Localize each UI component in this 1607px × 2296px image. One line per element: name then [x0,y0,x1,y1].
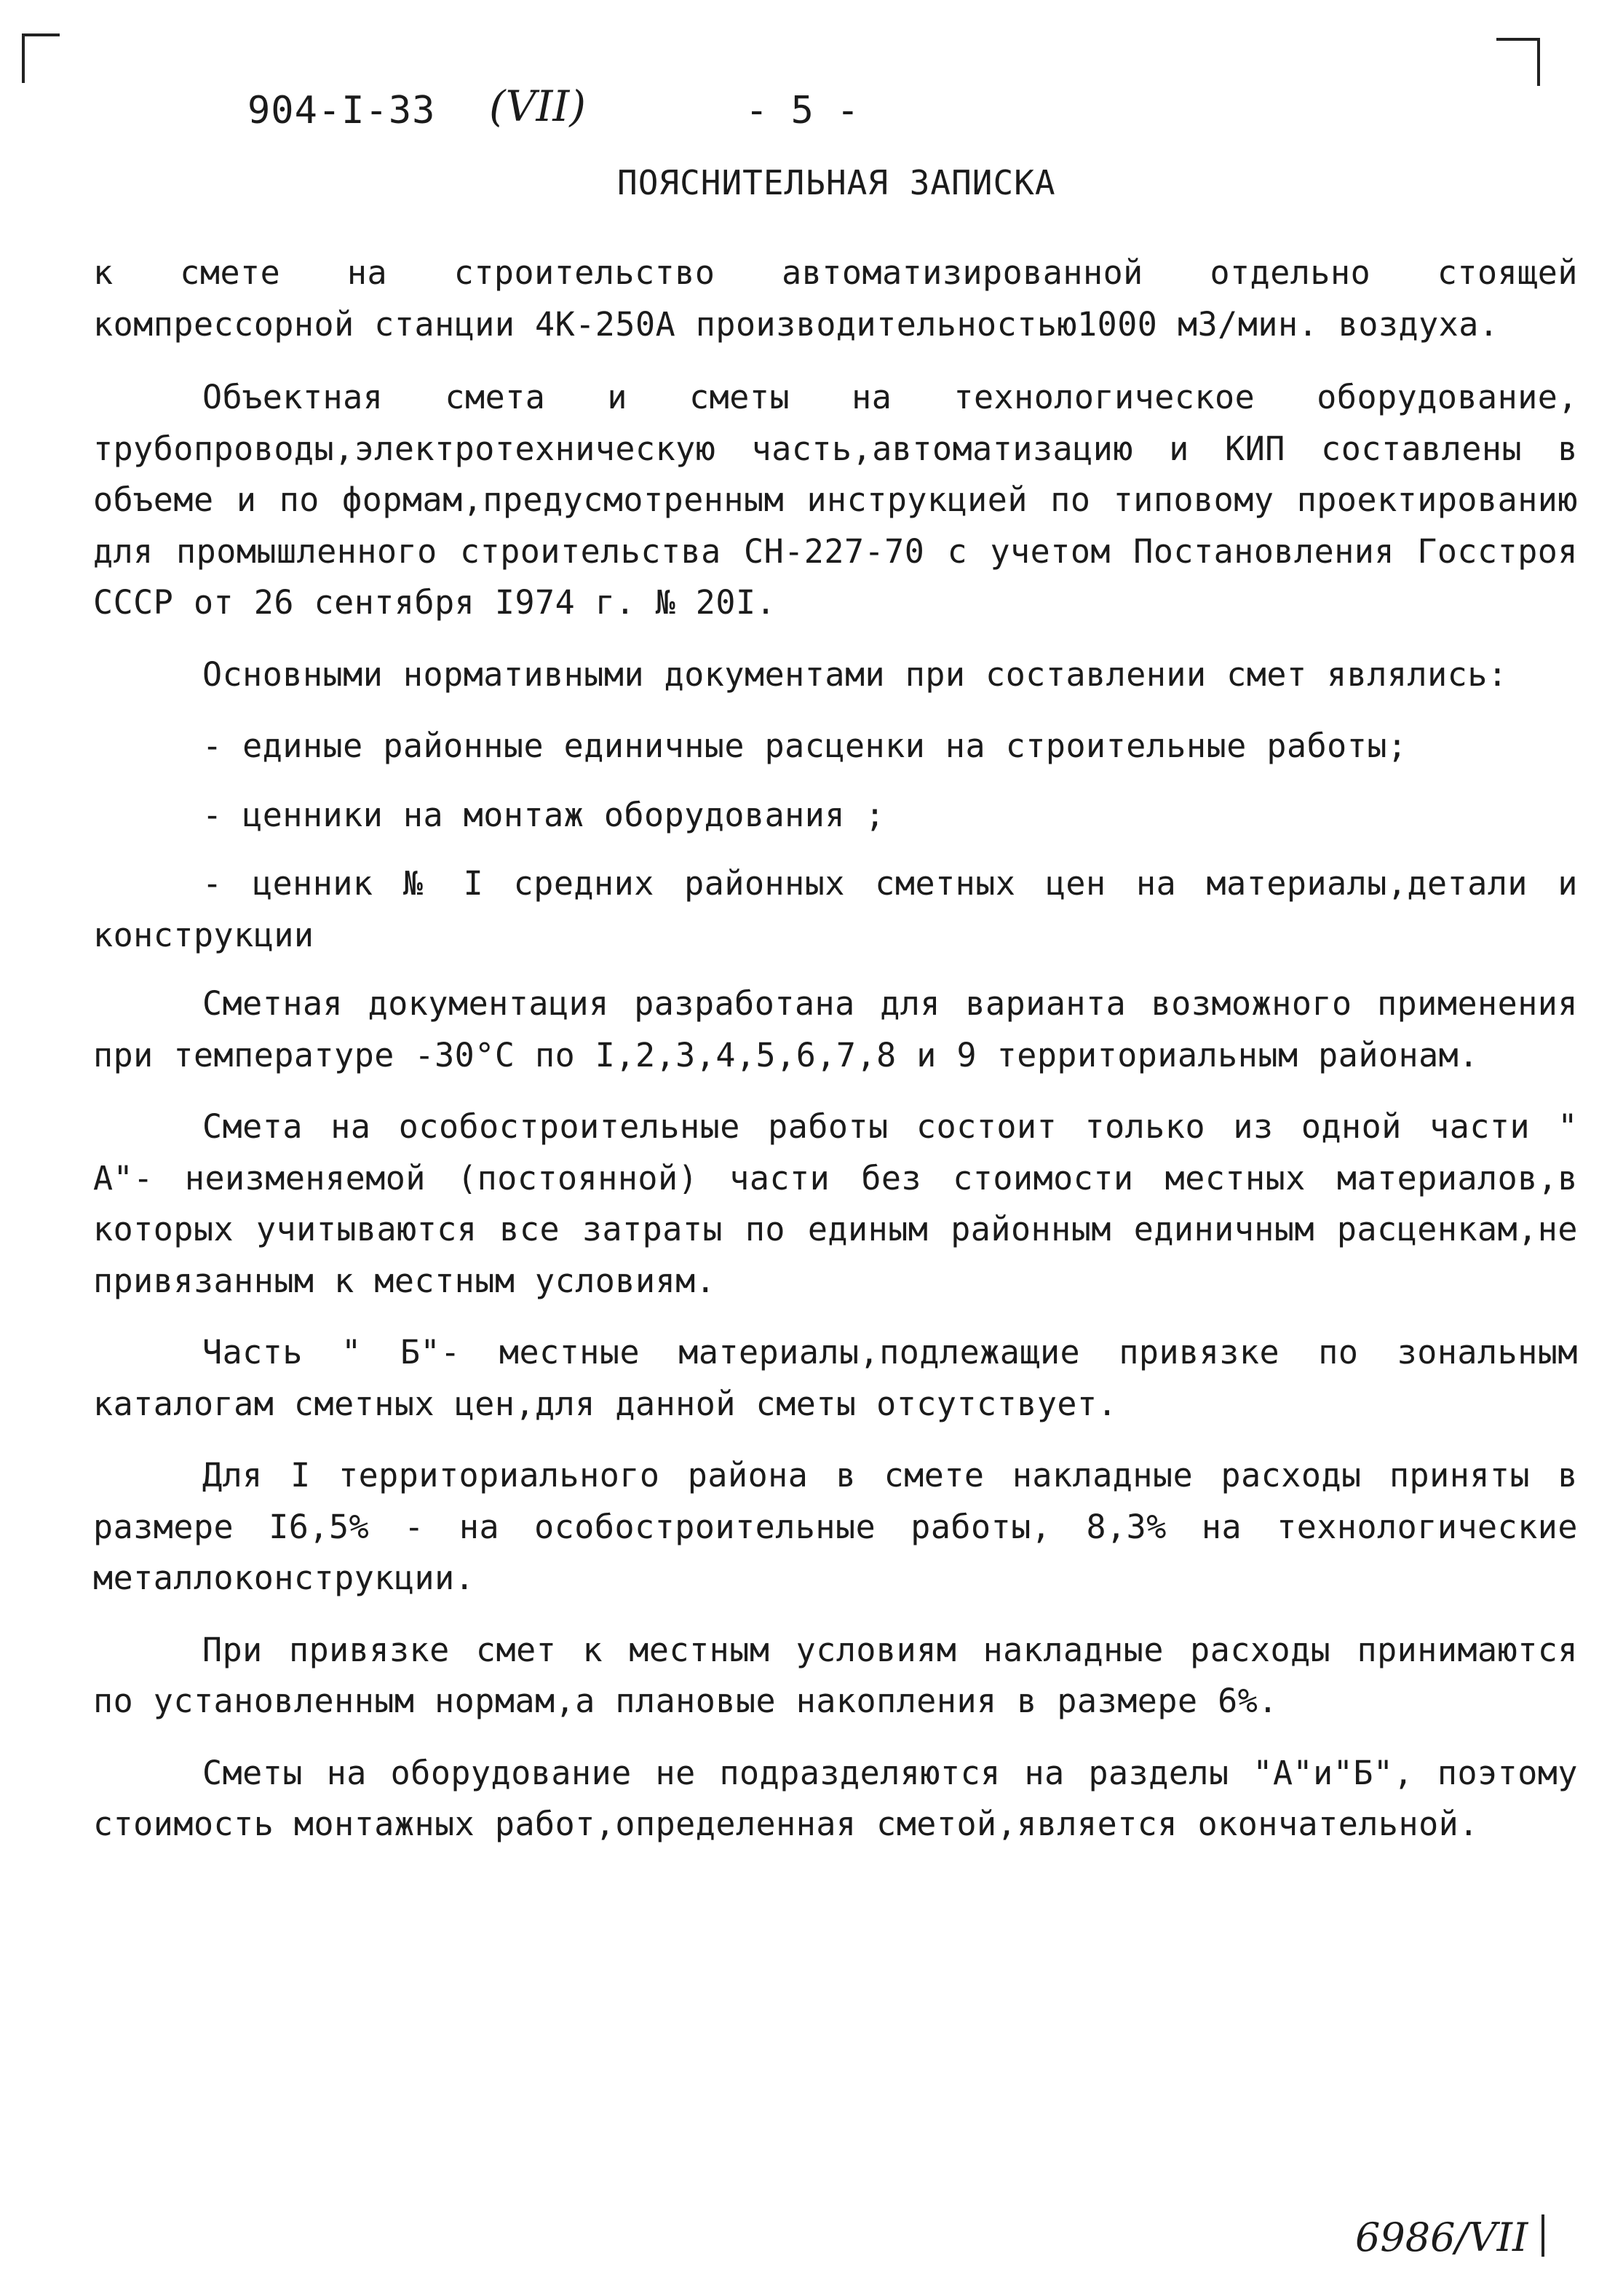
paragraph-overheads: Для I территориального района в смете накладные расходы приняты в размере I6,5% - на особостроительные работы, 8,3% на технологические металлоконструкции. [93,1456,1578,1597]
document-code: 904-I-33 [247,89,436,132]
paragraph-part-b: Часть " Б"- местные материалы,подлежащие привязке по зональным каталогам сметных цен,для данной сметы отсутствует. [93,1333,1578,1423]
corner-mark-top-left [22,33,60,83]
document-body [93,248,1578,1871]
page-number: - 5 - [745,89,860,132]
corner-mark-top-right [1496,38,1540,86]
paragraph-part-a: Смета на особостроительные работы состоит только из одной части " А"- неизменяемой (постоянной) части без стоимости местных материалов,в которых учитываются все затраты по единым районным единичным расценкам,не привязанным к местным условиям. [93,1107,1578,1300]
archive-number: 6986/VII [1355,2214,1528,2260]
paragraph-local-binding: При привязке смет к местным условиям накладные расходы принимаются по установленным нормам,а плановые накопления в размере 6%. [93,1630,1578,1720]
paragraph-object-estimate: Объектная смета и сметы на технологическое оборудование, трубопроводы,электротехническую часть,автоматизацию и КИП составлены в объеме и по формам,предусмотренным инструкцией по типовому проектированию для промышленного строительства СН-227-70 с учетом Постановления Госстроя СССР от 26 сентября I974 г. № 20I. [93,378,1578,622]
page-title: ПОЯСНИТЕЛЬНАЯ ЗАПИСКА [617,163,1056,202]
paragraph-equipment: Сметы на оборудование не подразделяются на разделы "А"и"Б", поэтому стоимость монтажных работ,определенная сметой,является окончательной. [93,1753,1578,1843]
list-item-unit-rates: - единые районные единичные расценки на строительные работы; [202,727,1408,765]
list-item-installation-prices: - ценники на монтаж оборудования ; [202,795,886,834]
intro-paragraph: к смете на строительство автоматизированной отдельно стоящей компрессорной станции 4К-250А производительностью1000 м3/мин. воздуха. [93,253,1578,344]
list-item-material-prices: - ценник № I средних районных сметных цен на материалы,детали и конструкции [93,864,1578,954]
document-variant: (VII) [489,82,586,131]
paragraph-temperature: Сметная документация разработана для варианта возможного применения при температуре -30°С по I,2,3,4,5,6,7,8 и 9 территориальным районам. [93,984,1578,1074]
paragraph-normative-documents: Основными нормативными документами при составлении смет являлись: [202,654,1508,694]
corner-mark-bottom-right [1541,2214,1544,2257]
